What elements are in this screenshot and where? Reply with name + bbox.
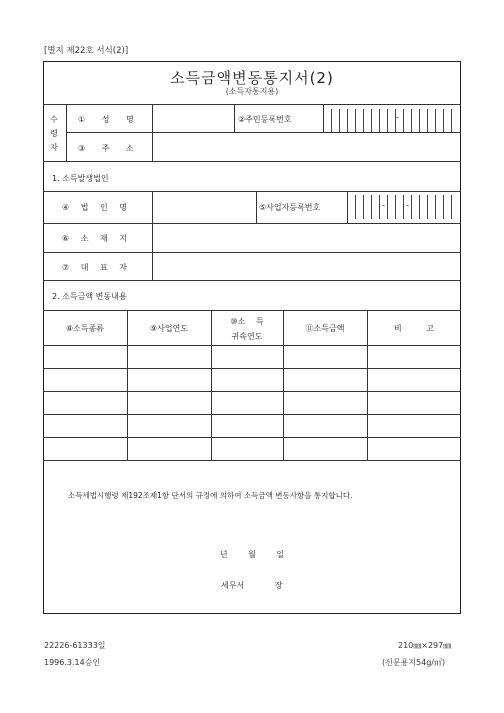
rule: [43, 104, 461, 105]
paper-type: (신문용지54g/㎡): [382, 658, 446, 667]
section1-heading: 1. 소득발생법인: [52, 174, 109, 183]
rule: [66, 104, 67, 161]
column-header: 비 고: [394, 324, 434, 333]
biz-reg-separator: -: [382, 201, 385, 210]
rule: [234, 104, 235, 132]
resident-no-boxes: [331, 109, 459, 132]
rule: [43, 310, 461, 311]
resident-no-label: ②주민등록번호: [238, 115, 292, 124]
rule: [43, 391, 461, 392]
rule: [152, 104, 153, 161]
office-line: 세무서 장: [221, 581, 283, 590]
column-header: ⑨사업연도: [149, 324, 189, 333]
column-header: 귀속연도: [231, 332, 263, 341]
corp-name-label: ④ 법 인 명: [62, 203, 127, 212]
rule: [43, 414, 461, 415]
rule: [43, 252, 461, 253]
rule: [43, 191, 461, 192]
approval-date: 1996.3.14승인: [44, 658, 101, 667]
rule: [43, 223, 461, 224]
name-label: ① 성 명: [78, 115, 134, 124]
rule: [43, 161, 461, 162]
rule: [43, 460, 461, 461]
rule: [256, 191, 257, 223]
notice-text: 소득세법시행령 제192조제1항 단서의 규정에 의하여 소득금액 변동사항을 통지합니다.: [68, 491, 353, 500]
rule: [66, 132, 461, 133]
rule: [152, 191, 153, 280]
rule: [323, 104, 324, 132]
resident-no-separator: -: [396, 113, 399, 122]
form-subtitle: (소득자통지용): [225, 87, 279, 96]
column-header: ⑧소득종류: [65, 324, 105, 333]
rule: [43, 368, 461, 369]
rule: [347, 191, 348, 223]
biz-reg-label: ⑤사업자등록번호: [259, 203, 321, 212]
form-title: 소득금액변동통지서(2): [170, 69, 334, 87]
form-tag: [별지 제22호 서식(2)]: [44, 46, 129, 56]
location-label: ⑥ 소 재 지: [62, 234, 127, 243]
column-header: ⑩소 득: [230, 317, 264, 326]
form-number: 22226-61333일: [44, 641, 106, 650]
column-header: ⑪소득금액: [305, 324, 345, 333]
section2-heading: 2. 소득금액 변동내용: [52, 292, 127, 301]
address-label: ③ 주 소: [78, 144, 134, 153]
rule: [43, 345, 461, 346]
paper-size: 210㎜×297㎜: [398, 641, 452, 650]
date-line: 년 월 일: [219, 550, 285, 559]
biz-reg-separator: -: [406, 201, 409, 210]
recipient-label: 수 령 자: [50, 115, 58, 152]
representative-label: ⑦ 대 표 자: [62, 263, 127, 272]
rule: [43, 280, 461, 281]
rule: [43, 437, 461, 438]
